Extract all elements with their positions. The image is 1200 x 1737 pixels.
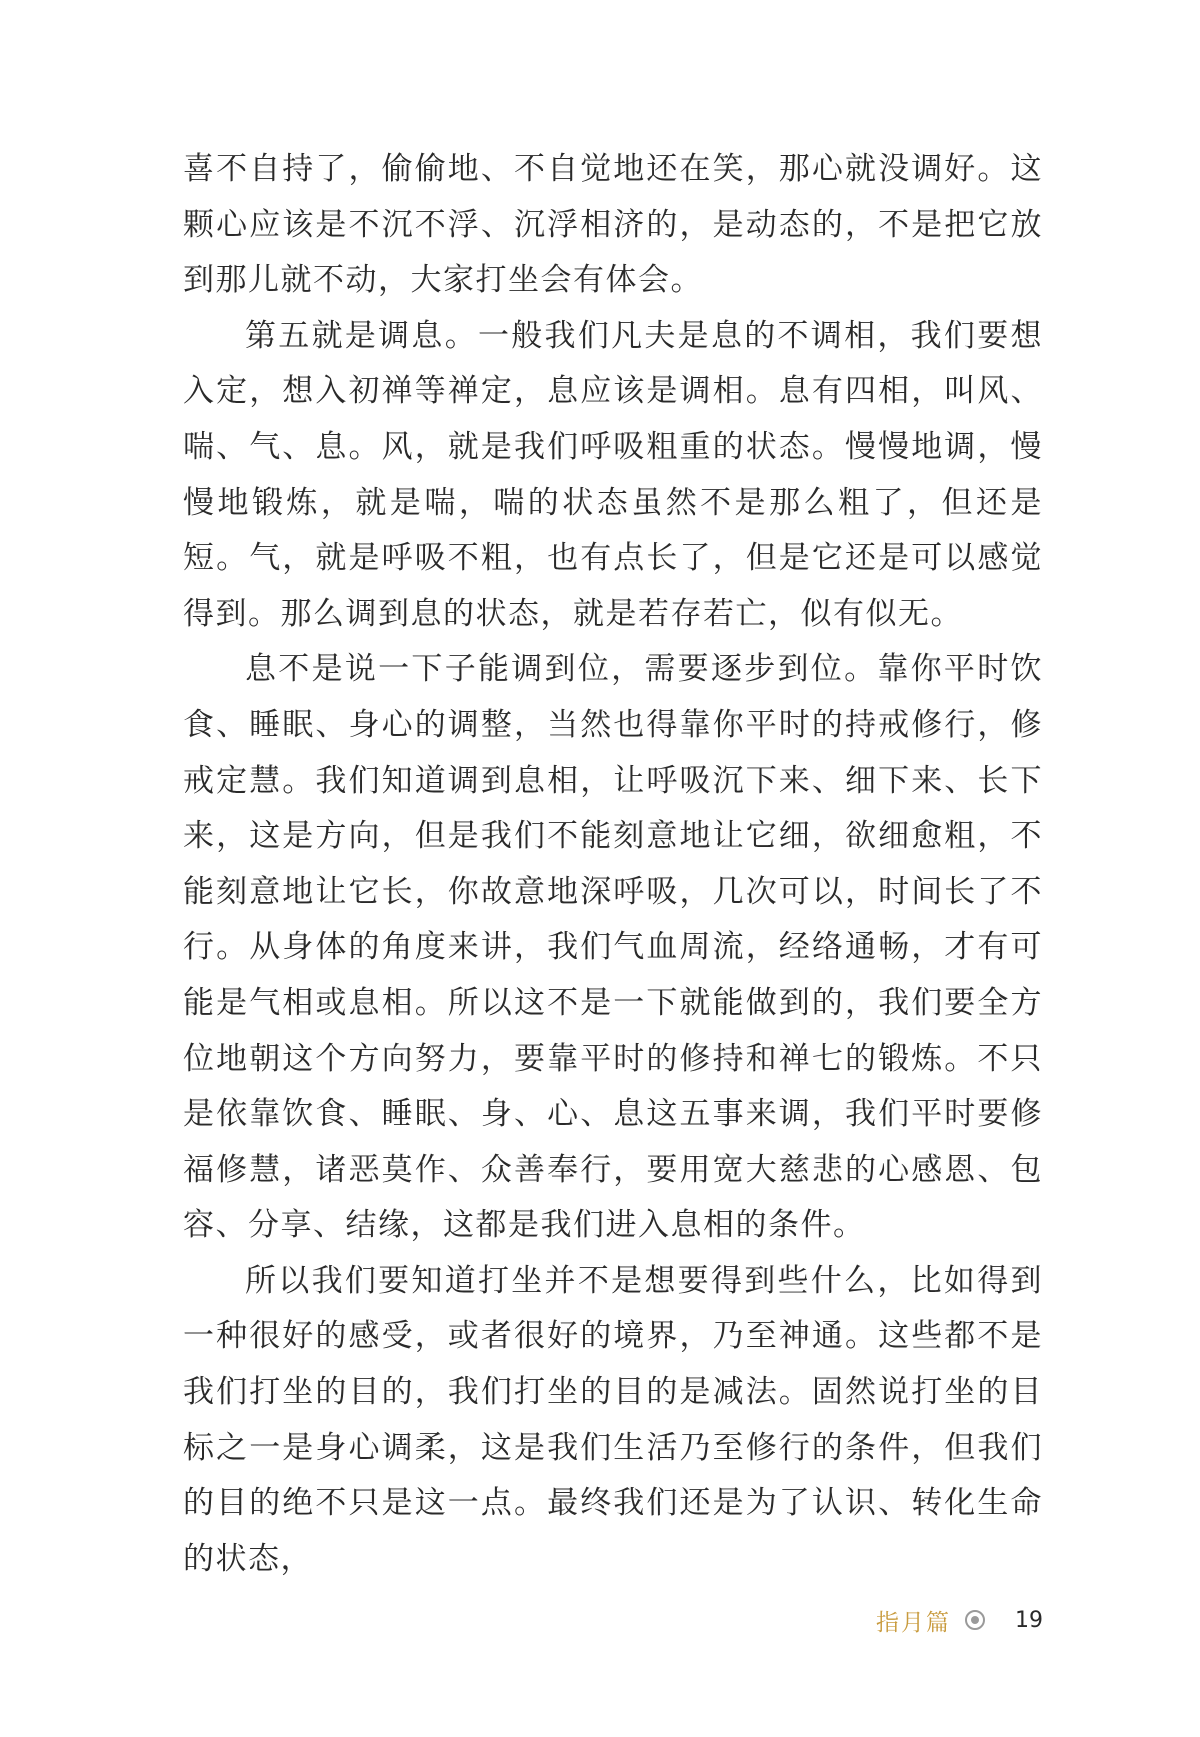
footer-section-title: 指月篇: [876, 1609, 951, 1636]
paragraph-breath-regulation: 第五就是调息。一般我们凡夫是息的不调相，我们要想入定，想入初禅等禅定，息应该是调相。息有四相，叫风、喘、气、息。风，就是我们呼吸粗重的状态。慢慢地调，慢慢地锻炼，就是喘，喘的状态虽然不是那么粗了，但还是短。气，就是呼吸不粗，也有点长了，但是它还是可以感觉得到。那么调到息的状态，就是若存若亡，似有似无。: [183, 317, 1043, 632]
page-number: 19: [1015, 1607, 1043, 1633]
paragraph-breath-practice: 息不是说一下子能调到位，需要逐步到位。靠你平时饮食、睡眠、身心的调整，当然也得靠你平时的持戒修行，修戒定慧。我们知道调到息相，让呼吸沉下来、细下来、长下来，这是方向，但是我们不能刻意地让它细，欲细愈粗，不能刻意地让它长，你故意地深呼吸，几次可以，时间长了不行。从身体的角度来讲，我们气血周流，经络通畅，才有可能是气相或息相。所以这不是一下就能做到的，我们要全方位地朝这个方向努力，要靠平时的修持和禅七的锻炼。不只是依靠饮食、睡眠、身、心、息这五事来调，我们平时要修福修慧，诸恶莫作、众善奉行，要用宽大慈悲的心感恩、包容、分享、结缘，这都是我们进入息相的条件。: [183, 651, 1043, 1244]
circle-dot-icon: [965, 1610, 985, 1630]
page-body: [183, 142, 1043, 1587]
paragraph-meditation-purpose: 所以我们要知道打坐并不是想要得到些什么，比如得到一种很好的感受，或者很好的境界，乃至神通。这些都不是我们打坐的目的，我们打坐的目的是减法。固然说打坐的目标之一是身心调柔，这是我们生活乃至修行的条件，但我们的目的绝不只是这一点。最终我们还是为了认识、转化生命的状态，: [183, 1262, 1043, 1577]
page-footer: [850, 1600, 1043, 1640]
paragraph-continued: 喜不自持了，偷偷地、不自觉地还在笑，那心就没调好。这颗心应该是不沉不浮、沉浮相济的，是动态的，不是把它放到那儿就不动，大家打坐会有体会。: [183, 151, 1043, 299]
